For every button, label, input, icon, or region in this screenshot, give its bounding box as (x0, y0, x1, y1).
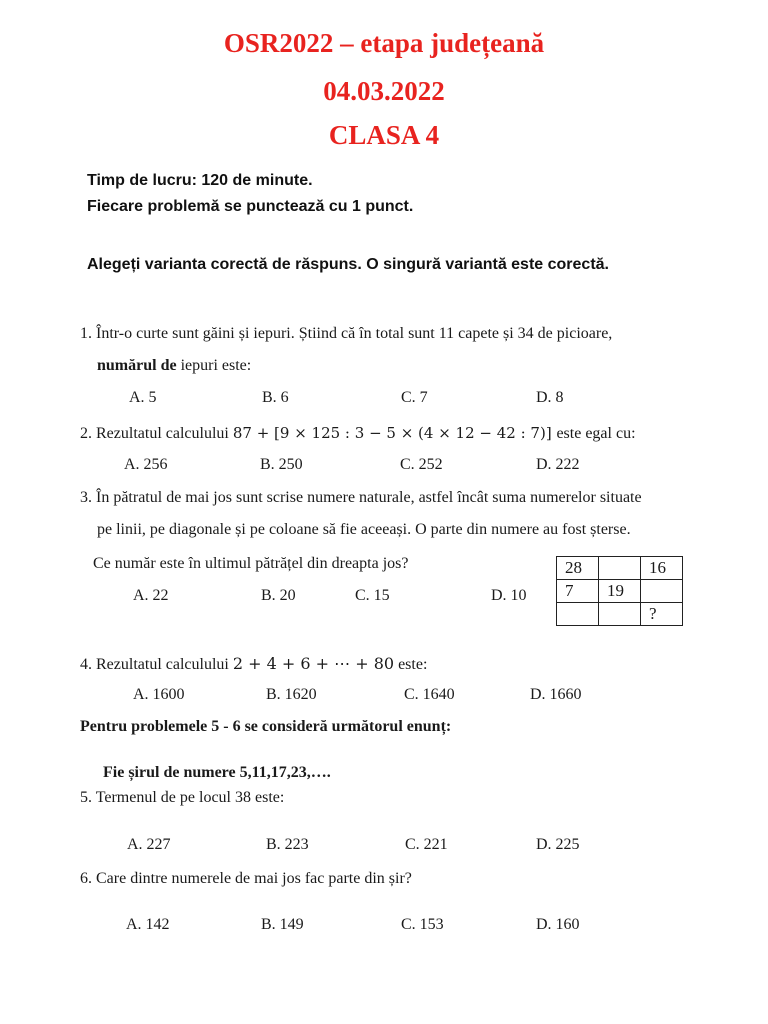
class-label: CLASA 4 (328, 120, 440, 150)
grid-row (557, 580, 683, 603)
grid-row (557, 603, 683, 626)
question-3-option-d: D. 10 (491, 587, 527, 604)
time-instruction: Timp de lucru: 120 de minute. (87, 172, 313, 189)
question-3-option-c: C. 15 (355, 587, 390, 604)
question-5-option-a: A. 227 (127, 836, 171, 853)
question-4-option-c: C. 1640 (404, 686, 455, 703)
question-1-option-a: A. 5 (129, 389, 157, 406)
question-5-text: 5. Termenul de pe locul 38 este: (80, 789, 285, 806)
question-5-option-d: D. 225 (536, 836, 580, 853)
question-1-tail: iepuri este: (176, 357, 252, 374)
grid-cell: 7 (557, 580, 599, 603)
question-5-option-c: C. 221 (405, 836, 448, 853)
question-1-line-1: 1. Într-o curte sunt găini și iepuri. Știind că în total sunt 11 capete și 34 de picioare, (80, 325, 613, 342)
question-4-text (80, 654, 427, 674)
question-1-option-b: B. 6 (262, 389, 289, 406)
question-2-option-b: B. 250 (260, 456, 303, 473)
grid-cell: 28 (557, 557, 599, 580)
question-2-option-a: A. 256 (124, 456, 168, 473)
question-1-option-d: D. 8 (536, 389, 564, 406)
points-instruction: Fiecare problemă se punctează cu 1 punct. (87, 198, 414, 215)
question-2-option-d: D. 222 (536, 456, 580, 473)
question-6-text: 6. Care dintre numerele de mai jos fac parte din șir? (80, 870, 412, 887)
grid-cell (599, 557, 641, 580)
sequence-statement: Fie șirul de numere 5,11,17,23,…. (103, 764, 331, 781)
question-6-option-c: C. 153 (401, 916, 444, 933)
grid-cell (641, 580, 683, 603)
grid-cell: 19 (599, 580, 641, 603)
question-3-line-1: 3. În pătratul de mai jos sunt scrise numere naturale, astfel încât suma numerelor situate (80, 489, 642, 506)
question-1-line-2 (97, 357, 251, 375)
question-1-bold-part: numărul de (97, 357, 177, 374)
question-2-text (80, 424, 636, 443)
question-4-option-d: D. 1660 (530, 686, 582, 703)
exam-date: 04.03.2022 (323, 76, 445, 106)
question-6-option-b: B. 149 (261, 916, 304, 933)
question-3-option-b: B. 20 (261, 587, 296, 604)
question-4-expression: 2 + 4 + 6 + ⋯ + 80 (232, 654, 395, 673)
grid-row (557, 557, 683, 580)
question-4-option-b: B. 1620 (266, 686, 317, 703)
question-4-prefix: 4. Rezultatul calculului (80, 656, 233, 673)
question-3-option-a: A. 22 (133, 587, 169, 604)
question-3-line-2: pe linii, pe diagonale și pe coloane să fie aceeași. O parte din numere au fost șterse. (97, 521, 631, 538)
question-2-suffix: este egal cu: (556, 425, 636, 442)
question-3-line-3: Ce număr este în ultimul pătrățel din dreapta jos? (93, 555, 409, 572)
question-4-suffix: este: (394, 656, 428, 673)
magic-square-grid (556, 556, 683, 626)
choose-instruction: Alegeți varianta corectă de răspuns. O singură variantă este corectă. (87, 256, 609, 273)
question-4-option-a: A. 1600 (133, 686, 185, 703)
grid-cell (557, 603, 599, 626)
question-2-expression: 87 + [9 × 125 : 3 − 5 × (4 × 12 − 42 : 7)] (232, 424, 557, 442)
grid-cell: 16 (641, 557, 683, 580)
grid-cell (599, 603, 641, 626)
page-title: OSR2022 – etapa județeană (223, 28, 545, 58)
question-6-option-d: D. 160 (536, 916, 580, 933)
question-2-prefix: 2. Rezultatul calculului (80, 425, 233, 442)
question-5-option-b: B. 223 (266, 836, 309, 853)
section-heading: Pentru problemele 5 - 6 se consideră următorul enunț: (80, 718, 452, 735)
question-1-option-c: C. 7 (401, 389, 428, 406)
question-2-option-c: C. 252 (400, 456, 443, 473)
grid-cell: ? (641, 603, 683, 626)
question-6-option-a: A. 142 (126, 916, 170, 933)
